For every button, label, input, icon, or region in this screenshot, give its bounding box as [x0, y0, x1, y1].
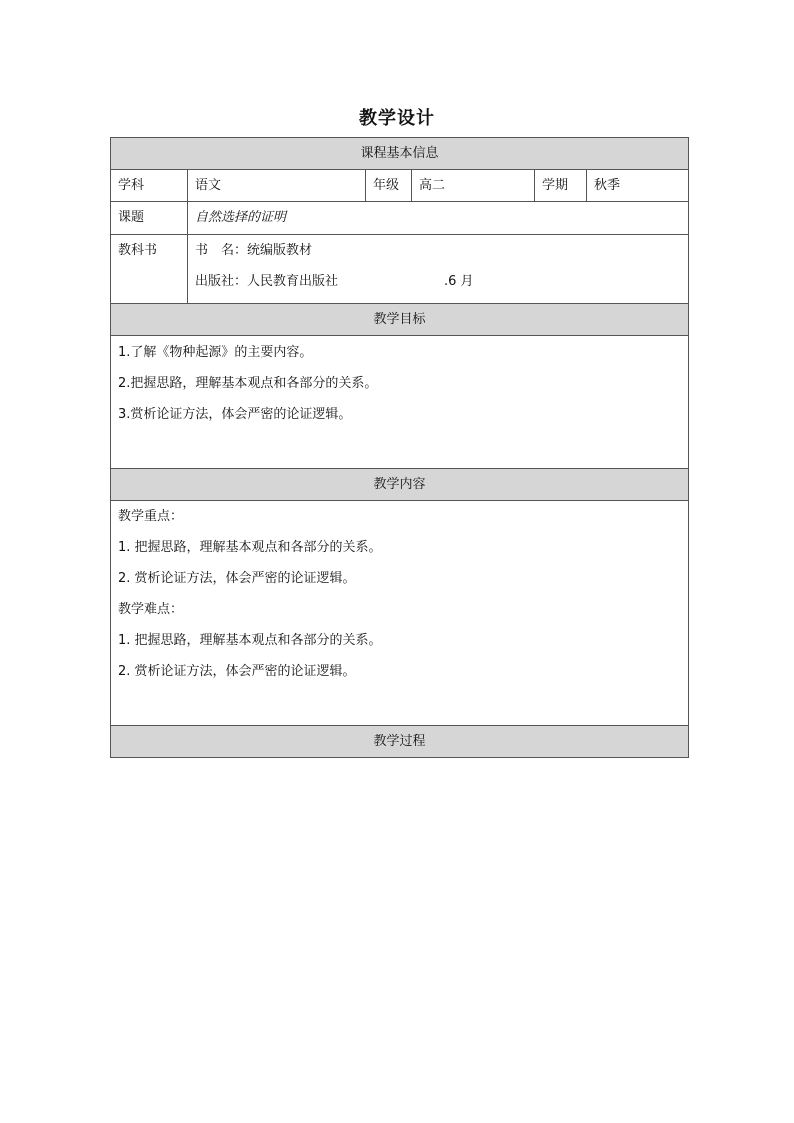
term-label: 学期: [535, 170, 587, 202]
section-header-content: 教学内容: [111, 469, 689, 501]
subject-label: 学科: [111, 170, 188, 202]
difficult-point-item: 1. 把握思路，理解基本观点和各部分的关系。: [118, 633, 382, 648]
publisher-date: .6 月: [444, 274, 474, 289]
term-value: 秋季: [587, 170, 689, 202]
book-name-line: 书 名：统编版教材: [195, 243, 313, 258]
section-header-basic-info: 课程基本信息: [111, 138, 689, 170]
topic-label: 课题: [111, 202, 188, 235]
objectives-list: [111, 336, 689, 469]
objective-item: 2.把握思路，理解基本观点和各部分的关系。: [118, 376, 378, 391]
document-title: 教学设计: [359, 108, 435, 129]
publisher-line: [195, 272, 681, 292]
subject-value: 语文: [188, 170, 366, 202]
textbook-label: 教科书: [111, 235, 188, 304]
publisher-name: 出版社：人民教育出版社: [195, 274, 339, 289]
section-header-process: 教学过程: [111, 726, 689, 758]
section-header-objectives: 教学目标: [111, 304, 689, 336]
objective-item: 1.了解《物种起源》的主要内容。: [118, 345, 313, 360]
topic-value: 自然选择的证明: [188, 202, 689, 235]
key-point-item: 1. 把握思路，理解基本观点和各部分的关系。: [118, 540, 382, 555]
info-row-textbook: [111, 235, 689, 304]
content-list: [111, 501, 689, 726]
textbook-value: [188, 235, 689, 304]
grade-label: 年级: [366, 170, 412, 202]
lesson-plan-table: [110, 137, 689, 758]
content-row: [111, 501, 689, 726]
key-point-item: 2. 赏析论证方法，体会严密的论证逻辑。: [118, 571, 356, 586]
difficult-point-item: 2. 赏析论证方法，体会严密的论证逻辑。: [118, 664, 356, 679]
objectives-row: [111, 336, 689, 469]
grade-value: 高二: [412, 170, 535, 202]
key-points-label: 教学重点：: [118, 509, 184, 524]
info-row-subject: [111, 170, 689, 202]
difficult-points-label: 教学难点：: [118, 602, 184, 617]
info-row-topic: [111, 202, 689, 235]
objective-item: 3.赏析论证方法，体会严密的论证逻辑。: [118, 407, 352, 422]
